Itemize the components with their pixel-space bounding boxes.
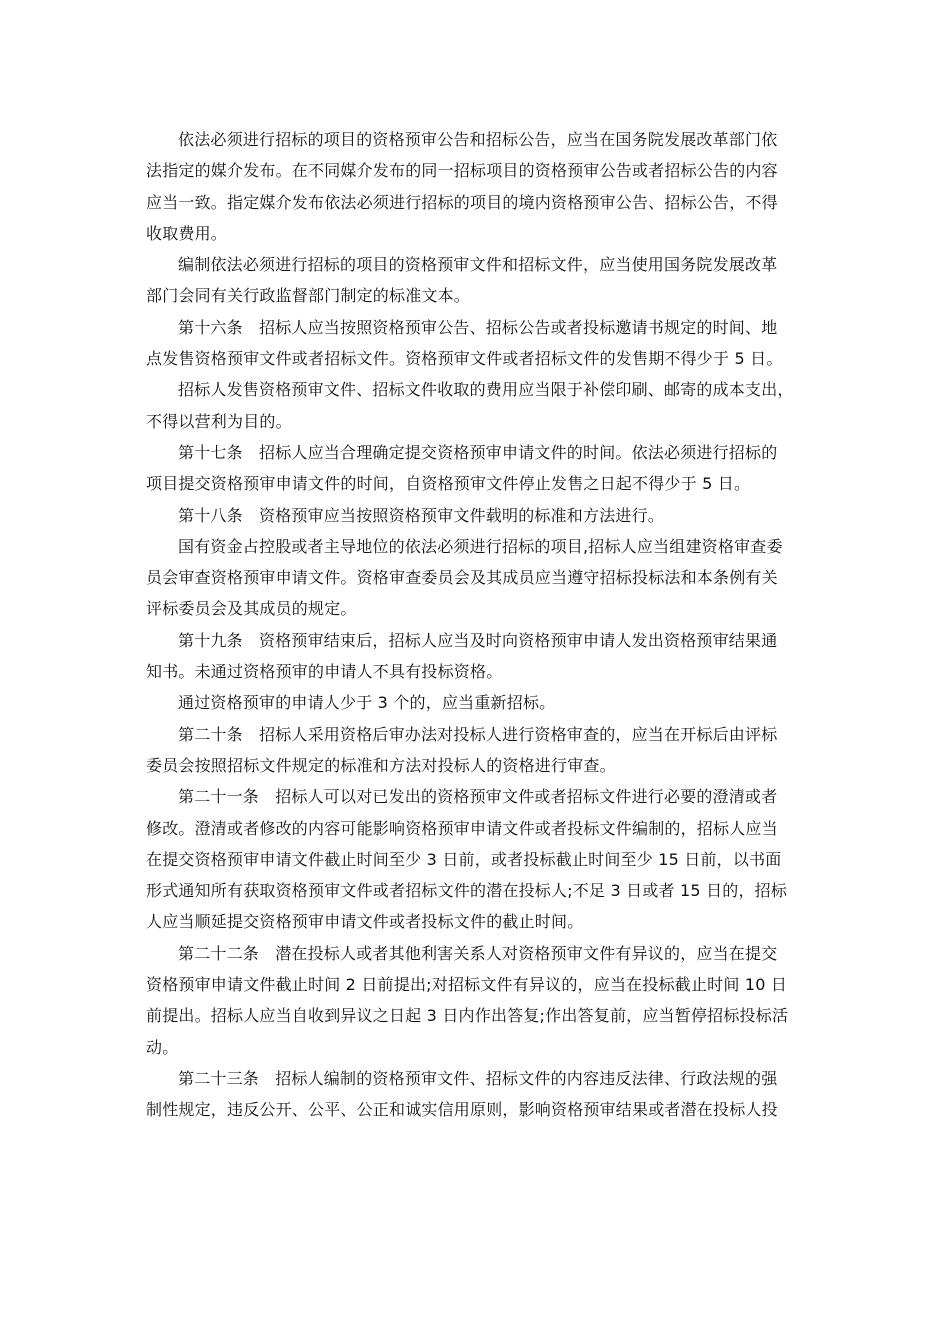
text-line: 人应当顺延提交资格预审申请文件或者投标文件的截止时间。 [146,912,584,932]
text-line: 形式通知所有获取资格预审文件或者招标文件的潜在投标人;不足 3 日或者 15 日的，招标 [146,881,788,901]
text-line: 第二十二条 潜在投标人或者其他利害关系人对资格预审文件有异议的，应当在提交 [178,943,778,963]
text-line: 前提出。招标人应当自收到异议之日起 3 日内作出答复;作出答复前，应当暂停招标投标活 [146,1006,789,1026]
text-line: 委员会按照招标文件规定的标准和方法对投标人的资格进行审查。 [146,755,616,775]
text-line: 编制依法必须进行招标的项目的资格预审文件和招标文件，应当使用国务院发展改革 [178,255,778,275]
text-line: 部门会同有关行政监督部门制定的标准文本。 [146,286,471,306]
text-line: 招标人发售资格预审文件、招标文件收取的费用应当限于补偿印刷、邮寄的成本支出， [178,380,794,400]
text-line: 资格预审申请文件截止时间 2 日前提出;对招标文件有异议的，应当在投标截止时间 10 日 [146,975,788,995]
text-line: 第二十三条 招标人编制的资格预审文件、招标文件的内容违反法律、行政法规的强 [178,1068,778,1088]
text-line: 制性规定，违反公开、公平、公正和诚实信用原则，影响资格预审结果或者潜在投标人投 [146,1100,778,1120]
text-line: 在提交资格预审申请文件截止时间至少 3 日前，或者投标截止时间至少 15 日前，以书面 [146,849,782,869]
text-line: 员会审查资格预审申请文件。资格审查委员会及其成员应当遵守招标投标法和本条例有关 [146,568,778,588]
text-line: 第十九条 资格预审结束后，招标人应当及时向资格预审申请人发出资格预审结果通 [178,630,778,650]
text-line: 第二十一条 招标人可以对已发出的资格预审文件或者招标文件进行必要的澄清或者 [178,787,778,807]
text-line: 依法必须进行招标的项目的资格预审公告和招标公告，应当在国务院发展改革部门依 [178,130,778,149]
text-line: 收取费用。 [146,223,228,243]
text-line: 项目提交资格预审申请文件的时间，自资格预审文件停止发售之日起不得少于 5 日。 [146,474,751,494]
text-line: 点发售资格预审文件或者招标文件。资格预审文件或者招标文件的发售期不得少于 5 日。 [146,349,783,369]
text-line: 第十七条 招标人应当合理确定提交资格预审申请文件的时间。依法必须进行招标的 [178,442,778,462]
document-body [146,124,816,1126]
text-line: 应当一致。指定媒介发布依法必须进行招标的项目的境内资格预审公告、招标公告，不得 [146,192,778,212]
text-line: 第二十条 招标人采用资格后审办法对投标人进行资格审查的，应当在开标后由评标 [178,724,778,744]
text-line: 评标委员会及其成员的规定。 [146,599,357,619]
text-line: 通过资格预审的申请人少于 3 个的，应当重新招标。 [178,693,556,713]
text-line: 动。 [146,1037,179,1057]
text-line: 知书。未通过资格预审的申请人不具有投标资格。 [146,662,503,682]
text-line: 国有资金占控股或者主导地位的依法必须进行招标的项目,招标人应当组建资格审查委 [178,536,783,556]
text-line: 不得以营利为目的。 [146,411,292,431]
text-line: 修改。澄清或者修改的内容可能影响资格预审申请文件或者投标文件编制的，招标人应当 [146,818,778,838]
text-line: 法指定的媒介发布。在不同媒介发布的同一招标项目的资格预审公告或者招标公告的内容 [146,161,778,181]
text-line: 第十六条 招标人应当按照资格预审公告、招标公告或者投标邀请书规定的时间、地 [178,317,778,337]
text-line: 第十八条 资格预审应当按照资格预审文件载明的标准和方法进行。 [178,505,665,525]
